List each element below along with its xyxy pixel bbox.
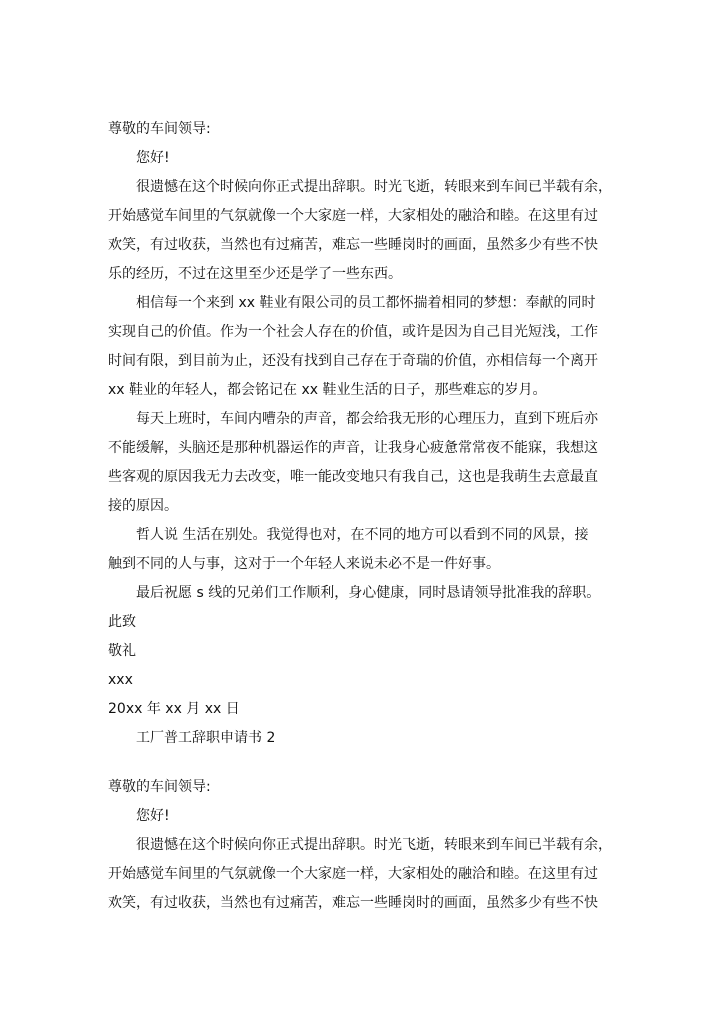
greeting: 您好!	[136, 150, 170, 166]
paragraph-line: 开始感觉车间里的气氛就像一个大家庭一样，大家相处的融洽和睦。在这里有过	[108, 208, 598, 224]
paragraph-line: 开始感觉车间里的气氛就像一个大家庭一样，大家相处的融洽和睦。在这里有过	[108, 866, 598, 882]
paragraph-line: 欢笑，有过收获，当然也有过痛苦，难忘一些睡岗时的画面，虽然多少有些不快	[108, 895, 598, 911]
signature: xxx	[108, 672, 133, 688]
salutation: 尊敬的车间领导:	[108, 779, 211, 795]
paragraph-line: 相信每一个来到 xx 鞋业有限公司的员工都怀揣着相同的梦想：奉献的同时	[136, 295, 596, 311]
paragraph-line: 很遗憾在这个时候向你正式提出辞职。时光飞逝，转眼来到车间已半载有余，	[136, 837, 612, 853]
closing-line: 此致	[108, 614, 136, 630]
paragraph-line: 些客观的原因我无力去改变，唯一能改变地只有我自己，这也是我萌生去意最直	[108, 469, 598, 485]
closing-line: 敬礼	[108, 643, 136, 659]
paragraph-line: 欢笑，有过收获，当然也有过痛苦，难忘一些睡岗时的画面，虽然多少有些不快	[108, 237, 598, 253]
date: 20xx 年 xx 月 xx 日	[108, 701, 240, 717]
paragraph-line: 乐的经历，不过在这里至少还是学了一些东西。	[108, 266, 402, 282]
paragraph-line: 实现自己的价值。作为一个社会人存在的价值，或许是因为自己目光短浅，工作	[108, 324, 598, 340]
paragraph-line: 最后祝愿 s 线的兄弟们工作顺利，身心健康，同时恳请领导批准我的辞职。	[136, 585, 601, 601]
paragraph-line: 触到不同的人与事，这对于一个年轻人来说未必不是一件好事。	[108, 556, 500, 572]
greeting: 您好!	[136, 808, 170, 824]
paragraph-line: 时间有限，到目前为止，还没有找到自己存在于奇瑞的价值，亦相信每一个离开	[108, 353, 598, 369]
paragraph-line: 很遗憾在这个时候向你正式提出辞职。时光飞逝，转眼来到车间已半载有余，	[136, 179, 612, 195]
paragraph-line: 不能缓解，头脑还是那种机器运作的声音，让我身心疲惫常常夜不能寐，我想这	[108, 440, 598, 456]
paragraph-line: 接的原因。	[108, 498, 178, 514]
paragraph-line: 每天上班时，车间内嘈杂的声音，都会给我无形的心理压力，直到下班后亦	[136, 411, 598, 427]
salutation: 尊敬的车间领导:	[108, 121, 211, 137]
paragraph-line: 哲人说 生活在别处。我觉得也对，在不同的地方可以看到不同的风景，接	[136, 527, 589, 543]
section-title: 工厂普工辞职申请书 2	[136, 730, 276, 746]
paragraph-line: xx 鞋业的年轻人，都会铭记在 xx 鞋业生活的日子，那些难忘的岁月。	[108, 382, 547, 398]
